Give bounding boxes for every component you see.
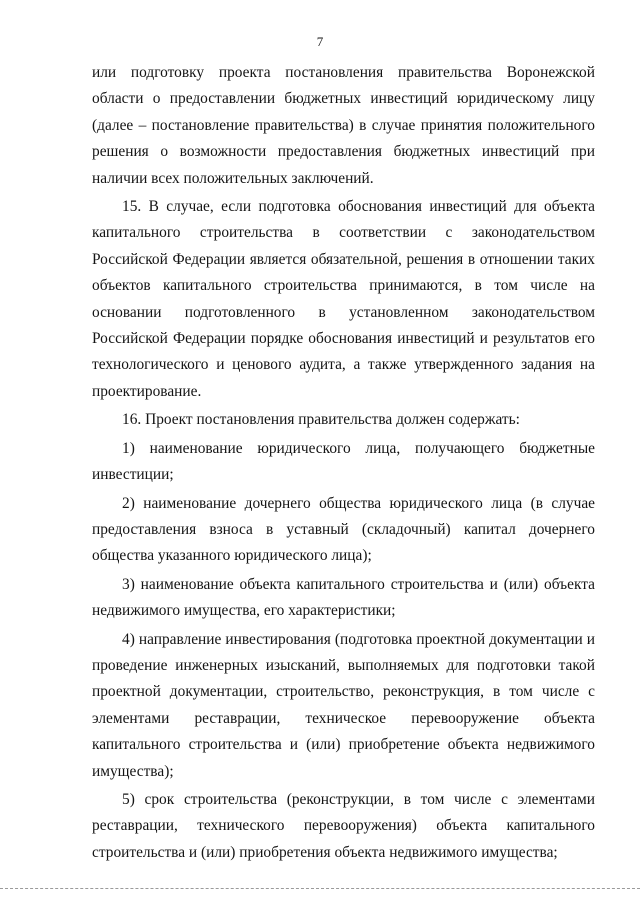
list-item-2: 2) наименование дочернего общества юридического лица (в случае предоставления взноса в уставный (складочный) капитал дочернего общества указанного юридического лица);: [92, 494, 595, 565]
list-item-3: 3) наименование объекта капитального строительства и (или) объекта недвижимого имущества, его характеристики;: [92, 575, 595, 620]
document-body: [92, 60, 595, 866]
list-item-1: 1) наименование юридического лица, получающего бюджетные инвестиции;: [92, 439, 595, 484]
paragraph-continuation: или подготовку проекта постановления правительства Воронежской области о предоставлении бюджетных инвестиций юридическому лицу (далее – постановление правительства) в случае принятия положительного решения о возможности предоставления бюджетных инвестиций при наличии всех положительных заключений.: [92, 64, 595, 187]
page-bottom-divider: [0, 888, 640, 889]
paragraph-item-16: 16. Проект постановления правительства должен содержать:: [122, 411, 520, 429]
paragraph-item-15: 15. В случае, если подготовка обоснования инвестиций для объекта капитального строительства в соответствии с законодательством Российской Федерации является обязательной, решения в отношении таких объектов капитального строительства принимаются, в том числе на основании подготовленного в установленном законодательством Российской Федерации порядке обоснования инвестиций и результатов его технологического и ценового аудита, а также утвержденного задания на проектирование.: [92, 198, 595, 400]
list-item-4: 4) направление инвестирования (подготовка проектной документации и проведение инженерных изысканий, выполняемых для подготовки такой проектной документации, строительство, реконструкция, в том числе с элементами реставрации, техническое перевооружение объекта капитального строительства и (или) приобретение объекта недвижимого имущества);: [92, 630, 595, 780]
list-item-5: 5) срок строительства (реконструкции, в том числе с элементами реставрации, технического перевооружения) объекта капитального строительства и (или) приобретения объекта недвижимого имущества;: [92, 790, 595, 861]
page-number: 7: [316, 34, 324, 49]
